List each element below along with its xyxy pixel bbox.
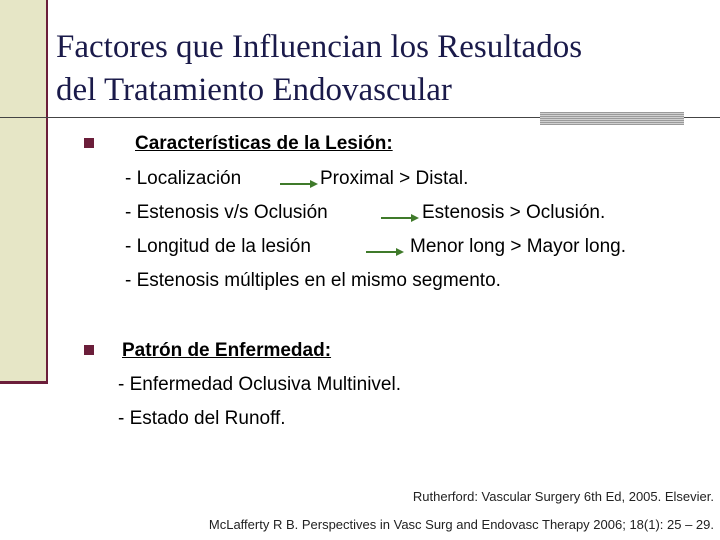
section-heading-lesion: Características de la Lesión: (135, 133, 393, 154)
item-oclusiva-multinivel: - Enfermedad Oclusiva Multinivel. (118, 374, 401, 395)
item-estenosis-oclusion: - Estenosis v/s Oclusión (125, 202, 328, 223)
section-heading-enfermedad: Patrón de Enfermedad: (122, 340, 332, 361)
item-longitud-result: Menor long > Mayor long. (410, 236, 626, 257)
arrow-right-icon (381, 214, 419, 222)
left-decor-bar (0, 0, 46, 384)
item-longitud: - Longitud de la lesión (125, 236, 311, 257)
item-estenosis-oclusion-result: Estenosis > Oclusión. (422, 202, 606, 223)
reference-rutherford: Rutherford: Vascular Surgery 6th Ed, 2005. Elsevier. (412, 489, 714, 504)
slide-title (56, 26, 696, 112)
item-runoff: - Estado del Runoff. (118, 408, 286, 429)
title-line-1: Factores que Influencian los Resultados (56, 29, 583, 65)
left-decor-edge (0, 381, 48, 384)
bullet-square-icon (84, 138, 94, 148)
arrow-right-icon (366, 248, 404, 256)
arrow-right-icon (280, 180, 318, 188)
title-line-2: del Tratamiento Endovascular (56, 72, 452, 108)
item-localizacion: - Localización (125, 168, 242, 189)
item-localizacion-result: Proximal > Distal. (320, 168, 469, 189)
grey-decor-bar (540, 112, 684, 125)
item-estenosis-multiples: - Estenosis múltiples en el mismo segmento. (125, 270, 501, 291)
left-decor-line (46, 0, 48, 384)
bullet-square-icon (84, 345, 94, 355)
reference-mclafferty: McLafferty R B. Perspectives in Vasc Surg and Endovasc Therapy 2006; 18(1): 25 – 29. (208, 517, 714, 532)
